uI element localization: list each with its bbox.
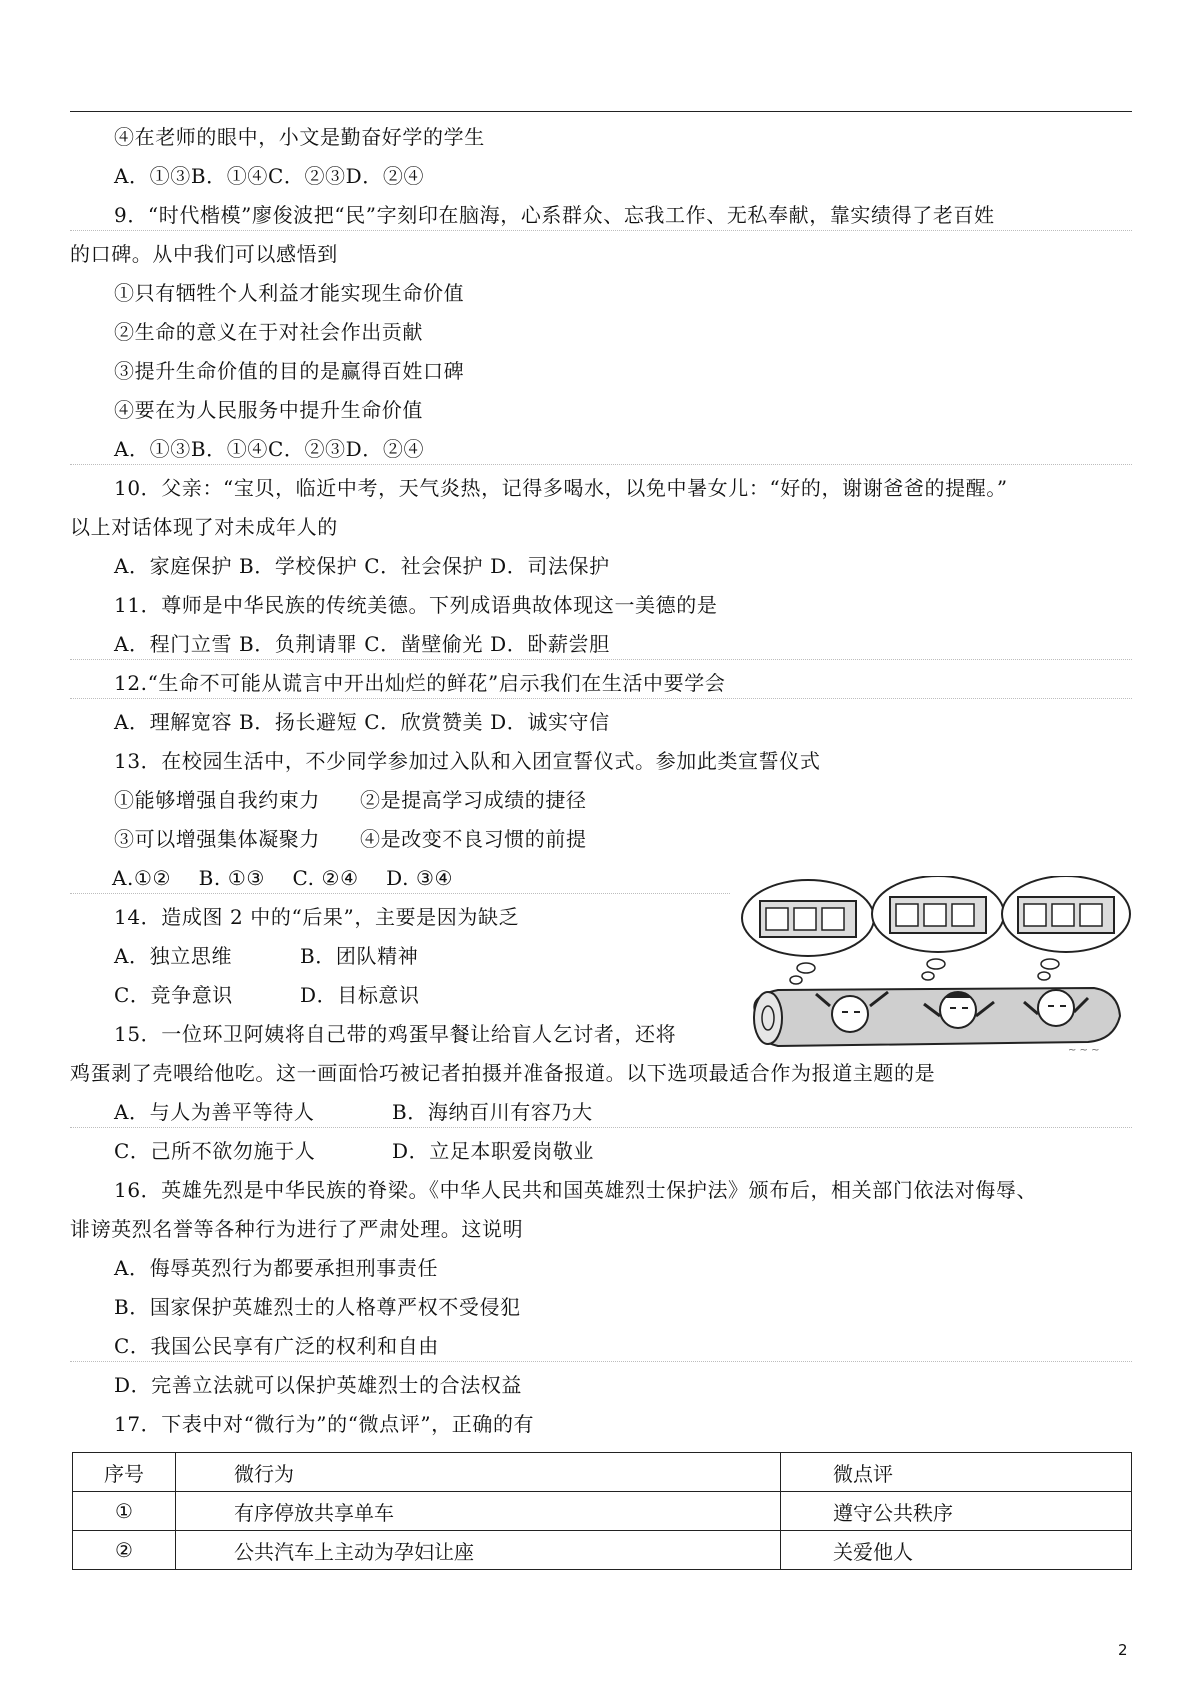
table-cell: 关爱他人 [781,1531,1132,1570]
micro-behavior-table [72,1452,1132,1570]
q16-option-d: D．完善立法就可以保护英雄烈士的合法权益 [114,1373,523,1397]
q15-option-d: D．立足本职爱岗敬业 [392,1139,595,1163]
table-row [73,1531,1132,1570]
q9-answers: A．①③B．①④C．②③D．②④ [114,437,425,461]
table-row [73,1492,1132,1531]
q14-option-a: A．独立思维 [114,944,233,968]
q10-stem-line2: 以上对话体现了对未成年人的 [70,515,338,539]
q14-option-c: C．竞争意识 [114,983,233,1007]
q10-stem-line1: 10．父亲：“宝贝，临近中考，天气炎热，记得多喝水，以免中暑女儿：“好的，谢谢爸爸的提醒。” [114,476,1008,500]
q10-answers: A．家庭保护 B．学校保护 C．社会保护 D．司法保护 [114,554,610,578]
q14-option-d: D．目标意识 [300,983,420,1007]
dotted-rule [70,893,730,894]
q9-stem-line1: 9．“时代楷模”廖俊波把“民”字刻印在脑海，心系群众、忘我工作、无私奉献，靠实绩得了老百姓 [114,203,995,227]
q12-stem: 12.“生命不可能从谎言中开出灿烂的鲜花”启示我们在生活中要学会 [114,671,726,695]
table-header-cell: 微行为 [176,1453,781,1492]
q13-option-3: ③可以增强集体凝聚力 [114,827,320,851]
table-header-cell: 微点评 [781,1453,1132,1492]
q16-stem-line2: 诽谤英烈名誉等各种行为进行了严肃处理。这说明 [70,1217,524,1241]
dotted-rule [70,698,1132,699]
q9-stem-line2: 的口碑。从中我们可以感悟到 [70,242,338,266]
cartoon-figure [738,876,1132,1058]
q15-option-c: C．己所不欲勿施于人 [114,1139,316,1163]
dotted-rule [70,1127,1132,1128]
table-header-cell: 序号 [73,1453,176,1492]
q13-option-1: ①能够增强自我约束力 [114,788,320,812]
q16-option-b: B．国家保护英雄烈士的人格尊严权不受侵犯 [114,1295,521,1319]
q9-option-1: ①只有牺牲个人利益才能实现生命价值 [114,281,465,305]
q14-option-b: B．团队精神 [300,944,419,968]
page-number: 2 [1118,1641,1128,1659]
q13-option-4: ④是改变不良习惯的前提 [360,827,587,851]
q9-option-4: ④要在为人民服务中提升生命价值 [114,398,423,422]
dotted-rule [70,230,1132,231]
table-cell: 遵守公共秩序 [781,1492,1132,1531]
q17-stem: 17．下表中对“微行为”的“微点评”，正确的有 [114,1412,535,1436]
table-cell: ① [73,1492,176,1531]
table-header-row [73,1453,1132,1492]
q9-option-3: ③提升生命价值的目的是赢得百姓口碑 [114,359,465,383]
header-rule [70,111,1132,112]
q15-stem-line2: 鸡蛋剥了壳喂给他吃。这一画面恰巧被记者拍摄并准备报道。以下选项最适合作为报道主题的是 [70,1061,936,1085]
q14-stem: 14．造成图 2 中的“后果”，主要是因为缺乏 [114,905,520,929]
q12-answers: A．理解宽容 B．扬长避短 C．欣赏赞美 D．诚实守信 [114,710,610,734]
q16-option-a: A．侮辱英烈行为都要承担刑事责任 [114,1256,439,1280]
dotted-rule [70,659,1132,660]
dotted-rule [70,464,1132,465]
table-cell: 有序停放共享单车 [176,1492,781,1531]
q11-stem: 11．尊师是中华民族的传统美德。下列成语典故体现这一美德的是 [114,593,718,617]
q15-option-a: A．与人为善平等待人 [114,1100,315,1124]
q13-option-2: ②是提高学习成绩的捷径 [360,788,587,812]
q8-answers: A．①③B．①④C．②③D．②④ [114,164,425,188]
q16-option-c: C．我国公民享有广泛的权利和自由 [114,1334,439,1358]
q13-stem: 13．在校园生活中，不少同学参加过入队和入团宣誓仪式。参加此类宣誓仪式 [114,749,821,773]
q15-option-b: B．海纳百川有容乃大 [392,1100,593,1124]
q8-option-4: ④在老师的眼中，小文是勤奋好学的学生 [114,125,485,149]
q11-answers: A．程门立雪 B．负荆请罪 C．凿壁偷光 D．卧薪尝胆 [114,632,610,656]
watermark: ~ ~ ~ [1068,1045,1100,1056]
dotted-rule [70,1361,1132,1362]
table-cell: 公共汽车上主动为孕妇让座 [176,1531,781,1570]
q13-answers: A.①② B. ①③ C. ②④ D. ③④ [112,866,454,890]
q15-stem-line1: 15．一位环卫阿姨将自己带的鸡蛋早餐让给盲人乞讨者，还将 [114,1022,677,1046]
q9-option-2: ②生命的意义在于对社会作出贡献 [114,320,423,344]
table-cell: ② [73,1531,176,1570]
q16-stem-line1: 16．英雄先烈是中华民族的脊梁。《中华人民共和国英雄烈士保护法》颁布后，相关部门依法对侮辱、 [114,1178,1038,1202]
